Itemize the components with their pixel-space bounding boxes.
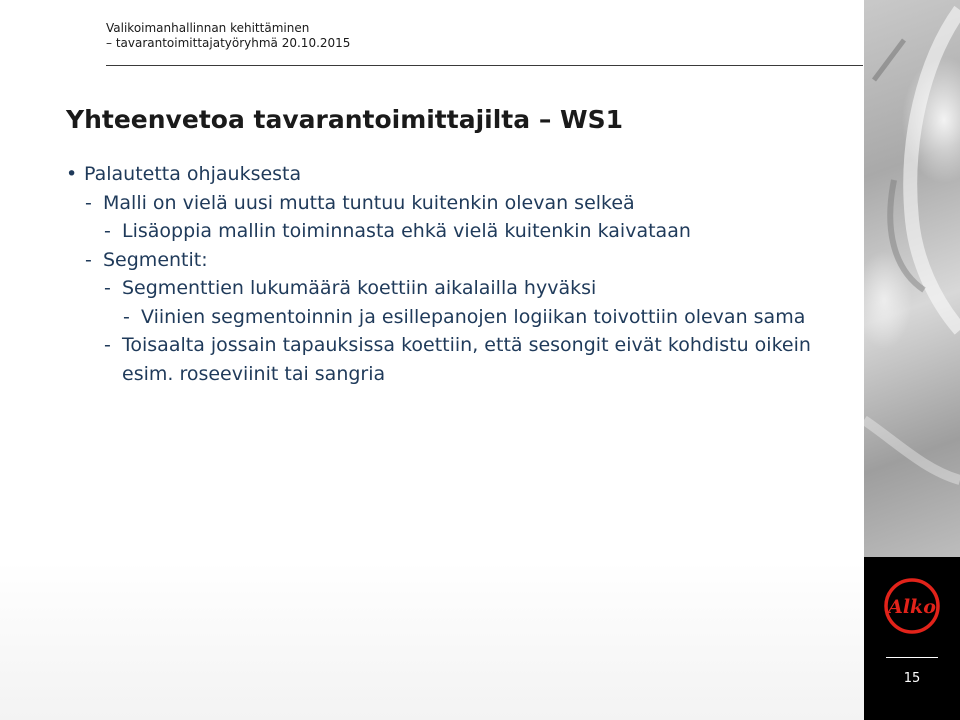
- sub-item-text: Malli on vielä uusi mutta tuntuu kuitenkin olevan selkeä: [103, 191, 635, 214]
- dash-marker: -: [123, 305, 130, 328]
- sub-item: [66, 189, 846, 218]
- brand-panel: [864, 557, 960, 720]
- decorative-photo: [864, 0, 960, 557]
- sub-item-text: Lisäoppia mallin toiminnasta ehkä vielä kuitenkin kaivataan: [122, 220, 691, 242]
- alko-logo: [883, 577, 941, 635]
- dash-marker: -: [104, 220, 111, 242]
- dash-marker: -: [85, 191, 92, 214]
- sub-item: [66, 217, 846, 246]
- slide-header: [106, 21, 350, 51]
- alko-logo-text: Alko: [888, 596, 936, 618]
- dash-marker: -: [104, 277, 111, 299]
- sub-item-text: Viinien segmentoinnin ja esillepanojen logiikan toivottiin olevan sama: [141, 305, 806, 328]
- decorative-bottle-graphic: [864, 0, 960, 557]
- page-number: 15: [903, 671, 921, 686]
- sub-item: [66, 331, 846, 388]
- sub-item: [66, 246, 846, 275]
- slide-title: Yhteenvetoa tavarantoimittajilta – WS1: [66, 105, 623, 134]
- sub-item-text: Segmentit:: [103, 248, 208, 271]
- sub-item: [66, 274, 846, 303]
- header-line-1: Valikoimanhallinnan kehittäminen: [106, 21, 310, 35]
- bullet-item: [66, 160, 846, 189]
- bullet-marker: •: [66, 163, 78, 185]
- sub-item-text: Toisaalta jossain tapauksissa koettiin, että sesongit eivät kohdistu oikein esim. roseeviinit tai sangria: [122, 334, 811, 385]
- dash-marker: -: [104, 334, 111, 356]
- dash-marker: -: [85, 248, 92, 271]
- header-divider: [106, 65, 863, 66]
- sub-item-text: Segmenttien lukumäärä koettiin aikalailla hyväksi: [122, 277, 597, 299]
- sub-item: [66, 303, 846, 332]
- bullet-text: Palautetta ohjauksesta: [84, 163, 302, 185]
- brand-divider: [886, 657, 938, 658]
- slide-content: [66, 160, 846, 388]
- header-line-2: – tavarantoimittajatyöryhmä 20.10.2015: [106, 36, 351, 50]
